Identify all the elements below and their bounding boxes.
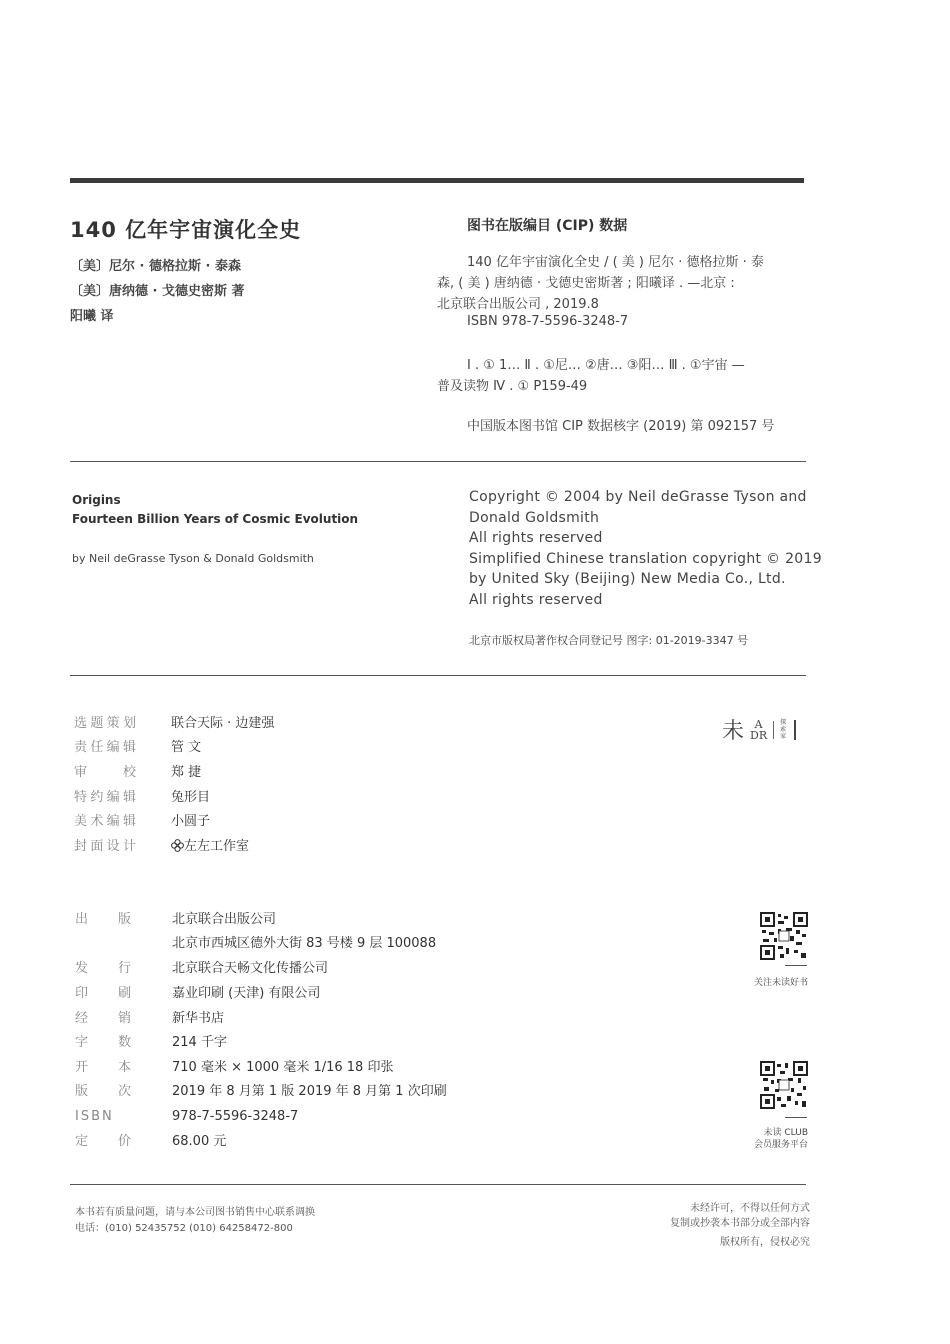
publish-label: 字数 xyxy=(75,1035,133,1050)
qr-rule xyxy=(785,1117,807,1118)
publish-value: 北京联合天畅文化传播公司 xyxy=(172,961,329,976)
credit-row xyxy=(74,763,202,783)
credit-value: 联合天际 · 边建强 xyxy=(171,716,275,731)
cip-line: 森, ( 美 ) 唐纳德 · 戈德史密斯著 ; 阳曦译 . —北京 : xyxy=(437,276,735,291)
credit-row xyxy=(74,812,211,832)
footer-rights: 版权所有，侵权必究 xyxy=(720,1237,810,1248)
qr-caption: 未读 CLUB xyxy=(763,1128,808,1138)
publish-row xyxy=(75,984,321,1004)
credit-row xyxy=(74,714,275,734)
publish-row xyxy=(75,1132,227,1152)
publish-label: ISBN xyxy=(75,1109,114,1124)
footer-rights: 未经许可，不得以任何方式 xyxy=(690,1203,810,1214)
credit-value: 左左工作室 xyxy=(184,839,250,854)
publish-label: 开本 xyxy=(75,1060,133,1075)
copyright-line: All rights reserved xyxy=(469,592,603,608)
publish-row xyxy=(75,1107,299,1127)
footer-note: 本书若有质量问题，请与本公司图书销售中心联系调换 xyxy=(75,1207,315,1218)
credit-label: 美术编辑 xyxy=(74,814,136,829)
logo-bar xyxy=(794,720,796,740)
publish-row xyxy=(75,1033,227,1053)
copyright-line: All rights reserved xyxy=(469,530,603,546)
copyright-line: Simplified Chinese translation copyright © 2019 xyxy=(469,551,822,567)
original-title: Origins xyxy=(72,493,121,507)
clover-icon xyxy=(171,839,184,852)
cip-line: Ⅰ . ① 1… Ⅱ . ①尼… ②唐… ③阳… Ⅲ . ①宇宙 — xyxy=(467,358,745,373)
copyright-line: Donald Goldsmith xyxy=(469,510,600,526)
credit-label: 选题策划 xyxy=(74,716,136,731)
logo-top: A xyxy=(754,717,763,731)
publish-value: 2019 年 8 月第 1 版 2019 年 8 月第 1 次印刷 xyxy=(172,1084,447,1099)
cip-heading: 图书在版编目 (CIP) 数据 xyxy=(467,218,628,234)
publish-value: 嘉业印刷 (天津) 有限公司 xyxy=(172,986,321,1001)
qr-caption: 关注未读好书 xyxy=(753,978,808,988)
publish-label: 定价 xyxy=(75,1134,133,1149)
qr-rule xyxy=(785,965,807,966)
publish-label: 出版 xyxy=(75,912,133,927)
publish-label: 发行 xyxy=(75,961,133,976)
translator: 阳曦 译 xyxy=(70,309,114,324)
credit-value: 小圆子 xyxy=(171,814,211,829)
original-authors: by Neil deGrasse Tyson & Donald Goldsmith xyxy=(72,552,314,565)
cip-line: 北京联合出版公司 , 2019.8 xyxy=(437,297,599,312)
copyright-line: by United Sky (Beijing) New Media Co., Ltd. xyxy=(469,571,786,587)
credit-value: 郑 捷 xyxy=(171,765,202,780)
publish-row xyxy=(75,959,329,979)
copyright-line: Copyright © 2004 by Neil deGrasse Tyson and xyxy=(469,489,807,505)
credit-label: 封面设计 xyxy=(74,839,136,854)
publish-row xyxy=(75,1009,225,1029)
credit-value: 兔形目 xyxy=(171,790,211,805)
divider xyxy=(70,675,806,676)
cip-line: 140 亿年宇宙演化全史 / ( 美 ) 尼尔 · 德格拉斯 · 泰 xyxy=(467,255,764,270)
publish-value: 新华书店 xyxy=(172,1011,225,1026)
qr-caption: 会员服务平台 xyxy=(753,1140,808,1150)
cip-line: 中国版本图书馆 CIP 数据核字 (2019) 第 092157 号 xyxy=(467,419,775,434)
credit-label: 特约编辑 xyxy=(74,790,136,805)
publish-row xyxy=(75,910,277,930)
author-1: 〔美〕尼尔 · 德格拉斯 · 泰森 xyxy=(70,259,241,274)
credit-label: 审校 xyxy=(74,765,136,780)
logo-bottom: DR xyxy=(750,728,768,742)
footer-phone: 电话：(010) 52435752 (010) 64258472-800 xyxy=(75,1223,293,1234)
copyright-registration: 北京市版权局著作权合同登记号 图字: 01-2019-3347 号 xyxy=(469,634,749,647)
logo-separator xyxy=(773,721,774,739)
publish-value: 北京联合出版公司 xyxy=(172,912,277,927)
publish-row xyxy=(75,1058,394,1078)
publish-value: 68.00 元 xyxy=(172,1134,227,1149)
qr-code-icon xyxy=(760,1061,808,1109)
publisher-address: 北京市西城区德外大街 83 号楼 9 层 100088 xyxy=(172,936,437,951)
publish-label: 版次 xyxy=(75,1084,133,1099)
publish-value: 214 千字 xyxy=(172,1035,227,1050)
logo-side: 探索家 xyxy=(780,719,787,740)
credit-value-wrap xyxy=(171,837,249,857)
publish-label: 印刷 xyxy=(75,986,133,1001)
divider xyxy=(70,461,806,462)
cip-line: ISBN 978-7-5596-3248-7 xyxy=(467,314,629,329)
credit-row xyxy=(74,788,211,808)
cip-line: 普及读物 Ⅳ . ① P159-49 xyxy=(437,379,588,394)
credit-value: 管 文 xyxy=(171,740,202,755)
divider xyxy=(70,1184,806,1185)
publish-value: 978-7-5596-3248-7 xyxy=(172,1109,299,1124)
logo-mark: 未 xyxy=(722,719,745,744)
qr-code-icon xyxy=(760,912,808,960)
publish-row xyxy=(75,1082,447,1102)
publish-label: 经销 xyxy=(75,1011,133,1026)
footer-rights: 复制或抄袭本书部分或全部内容 xyxy=(670,1218,810,1229)
book-title: 140 亿年宇宙演化全史 xyxy=(70,218,302,242)
top-rule xyxy=(70,178,804,183)
logo-ad xyxy=(750,719,767,741)
author-2: 〔美〕唐纳德 · 戈德史密斯 著 xyxy=(70,284,245,299)
publisher-logo xyxy=(722,714,796,745)
credit-row xyxy=(74,738,202,758)
original-subtitle: Fourteen Billion Years of Cosmic Evolution xyxy=(72,512,359,526)
credit-label: 责任编辑 xyxy=(74,740,136,755)
publish-value: 710 毫米 × 1000 毫米 1/16 18 印张 xyxy=(172,1060,394,1075)
credit-row xyxy=(74,837,250,857)
